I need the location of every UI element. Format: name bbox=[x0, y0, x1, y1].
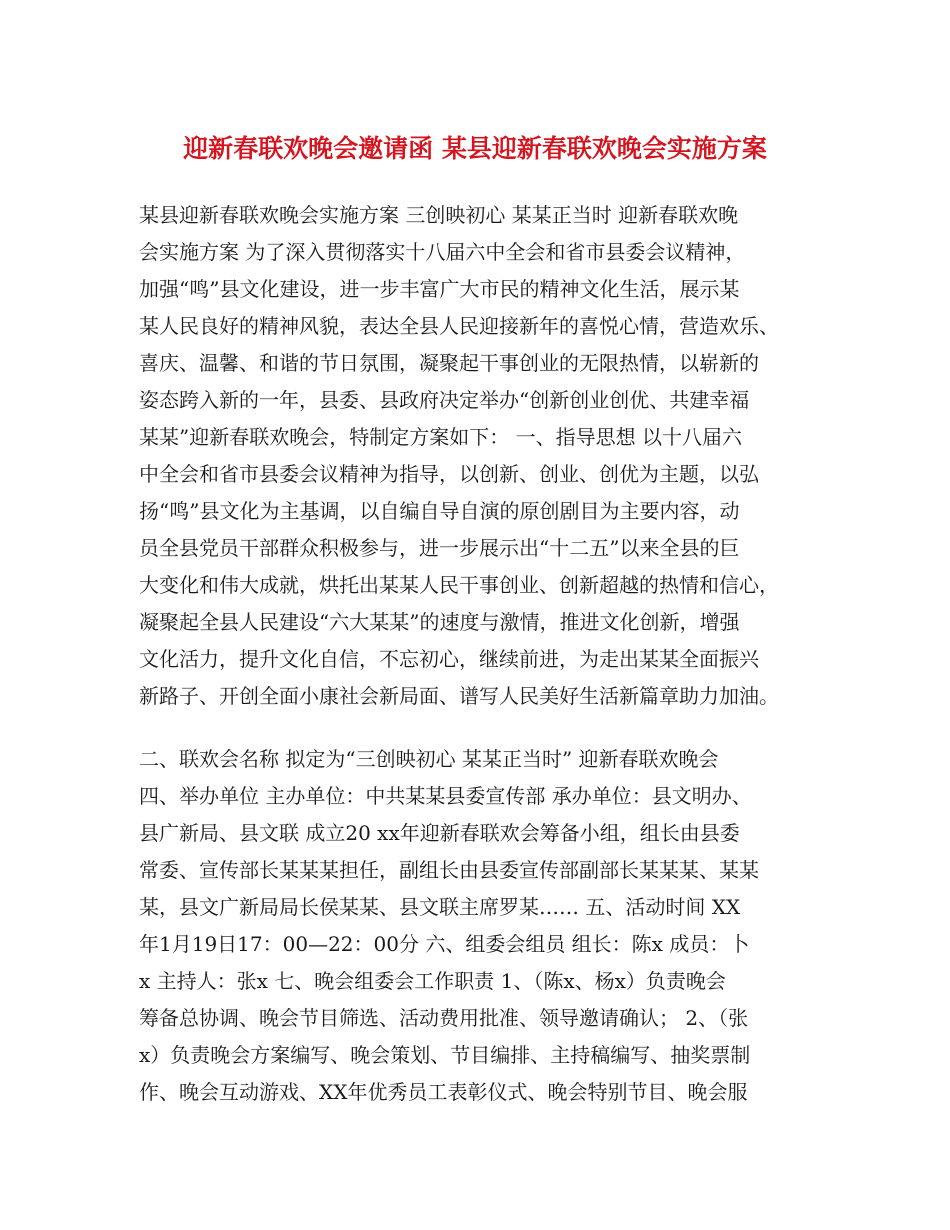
text-line: 加强“鸣”县文化建设，进一步丰富广大市民的精神文化生活，展示某 bbox=[139, 277, 740, 301]
text-line: 筹备总协调、晚会节目筛选、活动费用批准、领导邀请确认； 2、（张 bbox=[139, 1006, 749, 1030]
text-line: 大变化和伟大成就，烘托出某某人民干事创业、创新超越的热情和信心， bbox=[139, 573, 779, 597]
text-line: 常委、宣传部长某某某担任，副组长由县委宣传部副部长某某某、某某 bbox=[139, 858, 759, 882]
text-line: 某人民良好的精神风貌，表达全县人民迎接新年的喜悦心情，营造欢乐、 bbox=[139, 314, 779, 338]
text-line: 中全会和省市县委会议精神为指导，以创新、创业、创优为主题，以弘 bbox=[139, 462, 759, 486]
text-line: x）负责晚会方案编写、晚会策划、节目编排、主持稿编写、抽奖票制 bbox=[139, 1043, 751, 1067]
text-line: 文化活力，提升文化自信，不忘初心，继续前进，为走出某某全面振兴 bbox=[139, 647, 759, 671]
text-line: 四、举办单位 主办单位：中共某某县委宣传部 承办单位：县文明办、 bbox=[139, 784, 752, 808]
text-line: 凝聚起全县人民建设“六大某某”的速度与激情，推进文化创新，增强 bbox=[139, 610, 740, 634]
text-line: 县广新局、县文联 成立20 xx年迎新春联欢会筹备小组，组长由县委 bbox=[139, 821, 740, 845]
text-line: 新路子、开创全面小康社会新局面、谱写人民美好生活新篇章助力加油。 bbox=[139, 684, 779, 708]
text-line: 喜庆、温馨、和谐的节日氛围，凝聚起干事创业的无限热情，以崭新的 bbox=[139, 351, 759, 375]
paragraph-2 bbox=[139, 741, 829, 1111]
text-line: 会实施方案 为了深入贯彻落实十八届六中全会和省市县委会议精神， bbox=[139, 240, 746, 264]
text-line: 姿态跨入新的一年，县委、县政府决定举办“创新创业创优、共建幸福 bbox=[139, 388, 750, 412]
text-line: 二、联欢会名称 拟定为“三创映初心 某某正当时” 迎新春联欢晚会 bbox=[139, 747, 719, 771]
text-line: 某，县文广新局局长侯某某、县文联主席罗某…… 五、活动时间 XX bbox=[139, 895, 741, 919]
document-title: 迎新春联欢晚会邀请函 某县迎新春联欢晚会实施方案 bbox=[183, 134, 767, 163]
text-line: 某县迎新春联欢晚会实施方案 三创映初心 某某正当时 迎新春联欢晚 bbox=[139, 203, 739, 227]
text-line: 某某”迎新春联欢晚会，特制定方案如下： 一、指导思想 以十八届六 bbox=[139, 425, 742, 449]
text-line: 作、晚会互动游戏、XX年优秀员工表彰仪式、晚会特别节目、晚会服 bbox=[139, 1080, 748, 1104]
text-line: 扬“鸣”县文化为主基调，以自编自导自演的原创剧目为主要内容，动 bbox=[139, 499, 740, 523]
paragraph-1 bbox=[139, 197, 829, 715]
text-line: 员全县党员干部群众积极参与，进一步展示出“十二五”以来全县的巨 bbox=[139, 536, 740, 560]
text-line: 年1月19日17：00—22：00分 六、组委会组员 组长：陈x 成员：卜 bbox=[139, 932, 750, 956]
text-line: x 主持人：张x 七、晚会组委会工作职责 1、（陈x、杨x）负责晚会 bbox=[139, 969, 726, 993]
